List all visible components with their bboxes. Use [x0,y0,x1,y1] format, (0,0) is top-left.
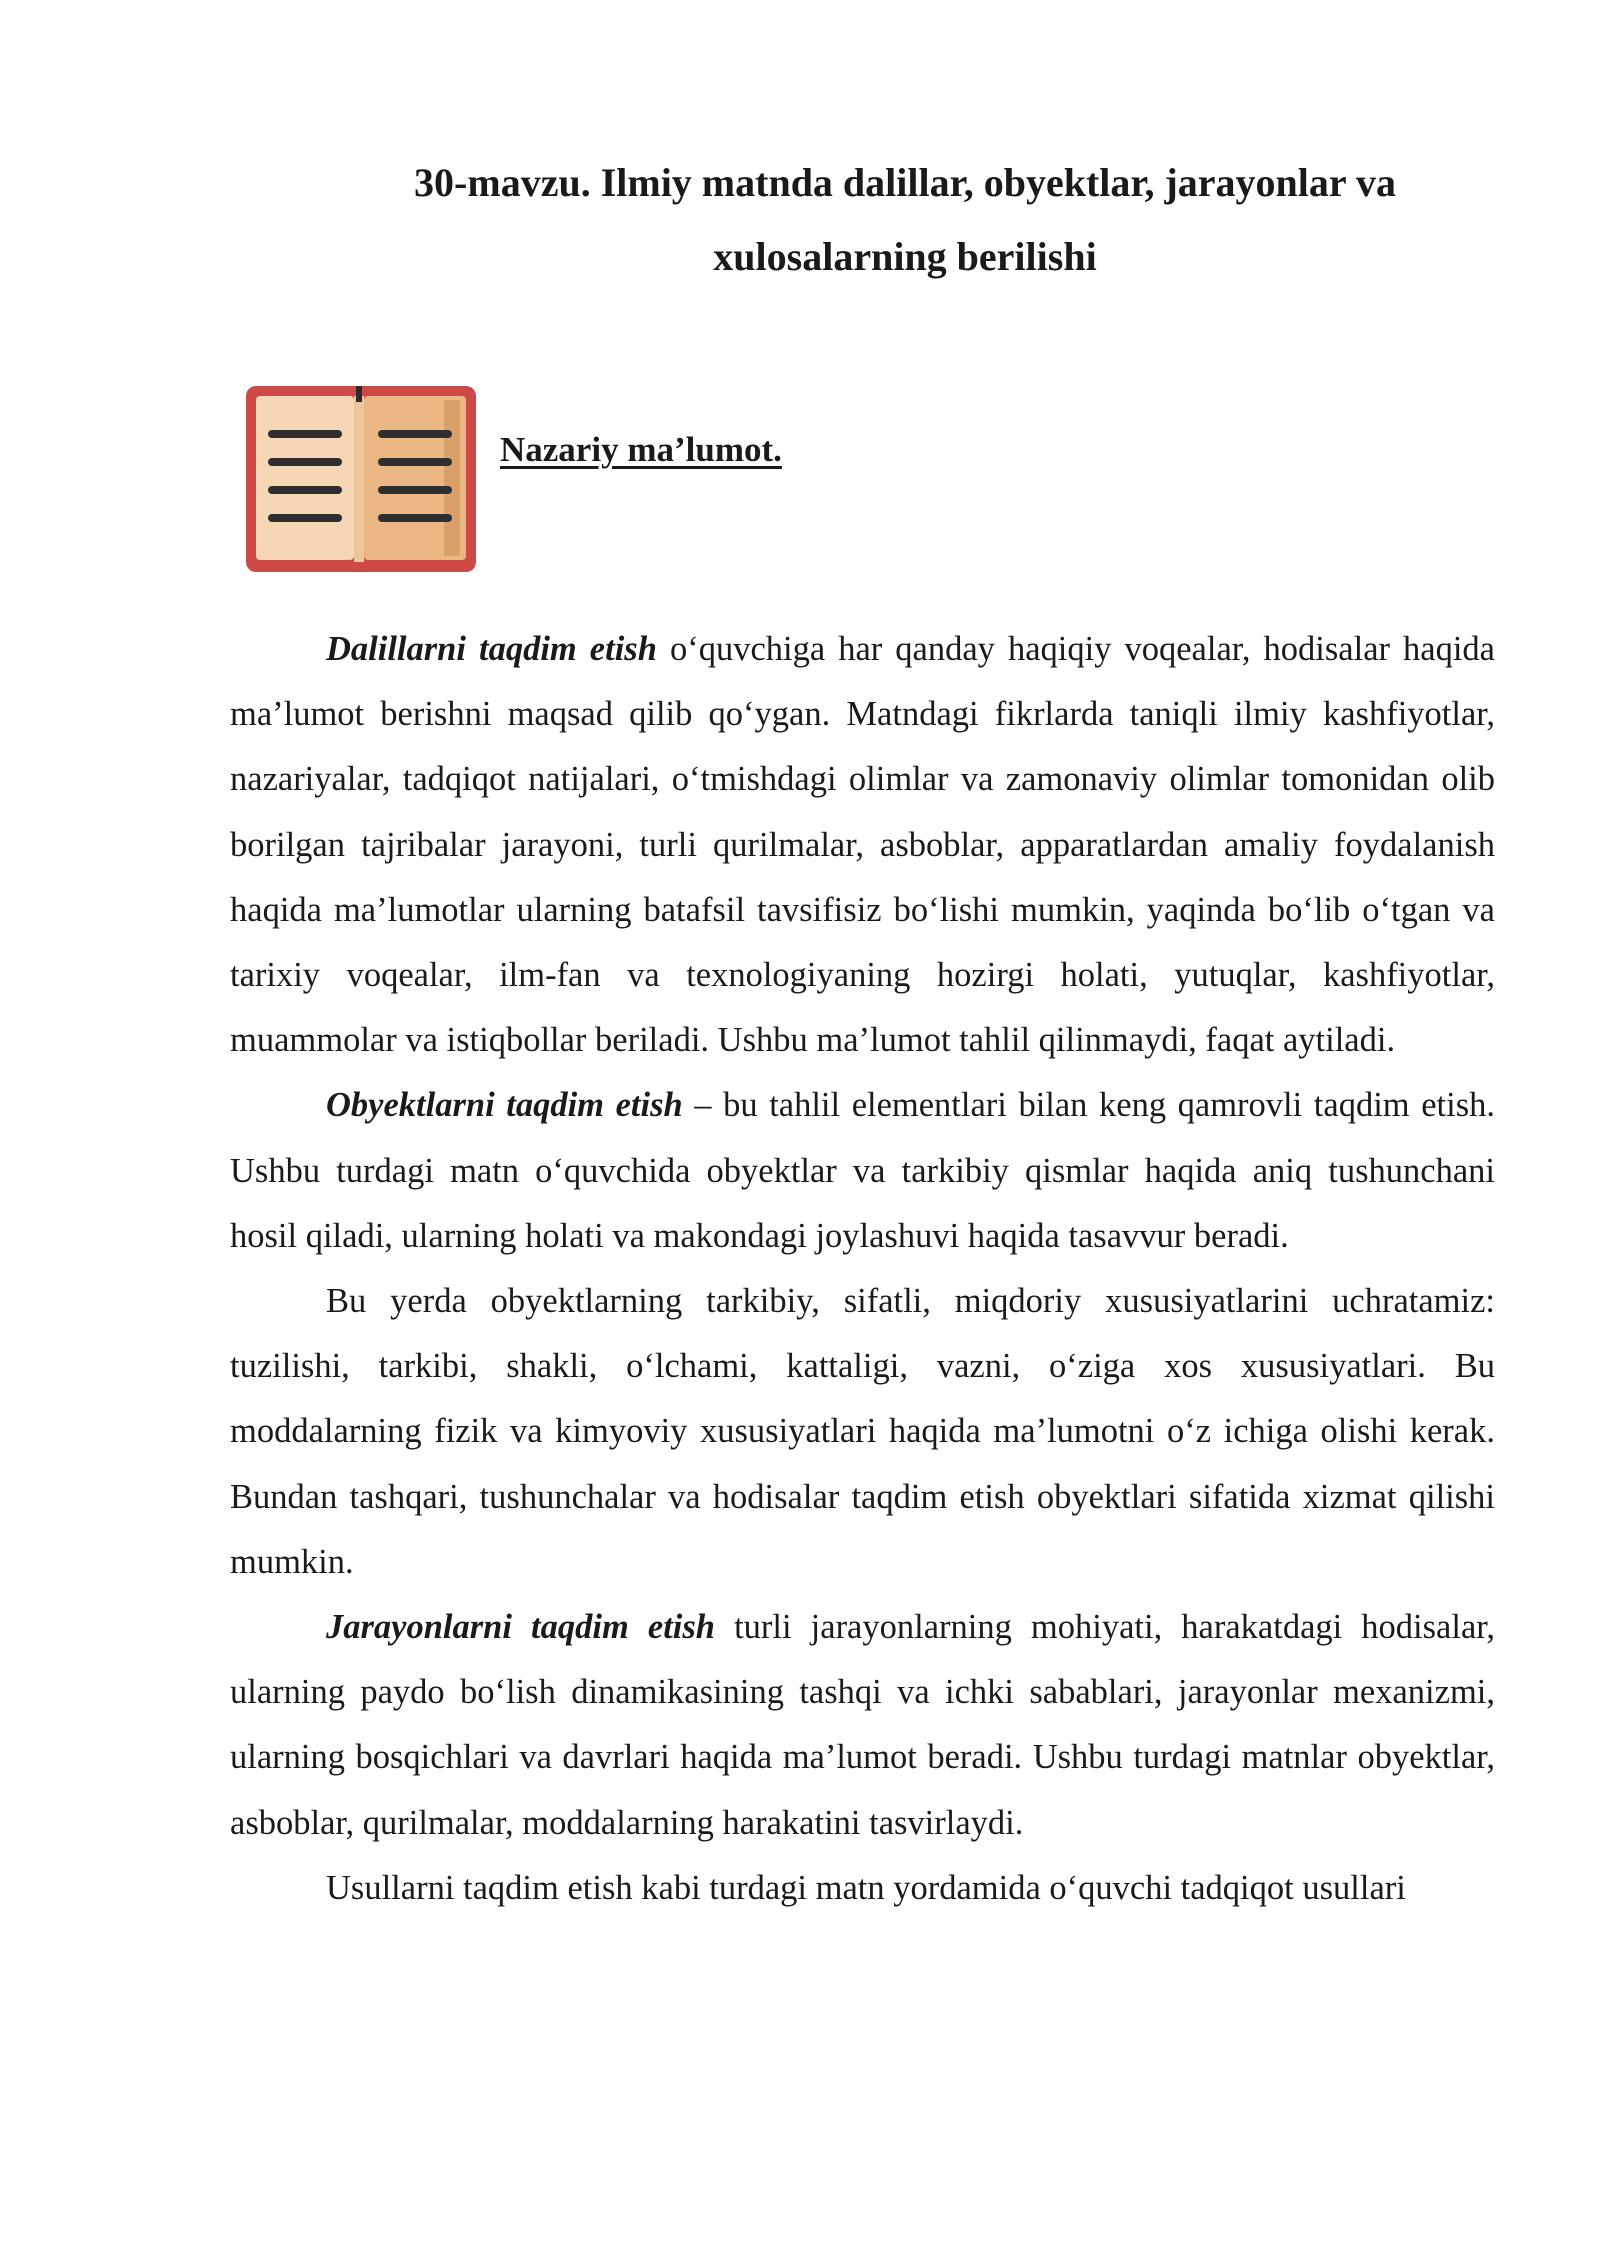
paragraph-methods [230,1856,1495,1921]
paragraph-processes-text: turli jarayonlarning mohiyati, harakatdagi hodisalar, ularning paydo bo‘lish dinamikasining tashqi va ichki sabablari, jarayonlar mexanizmi, ularning bosqichlari va davrlari haqida ma’lumot beradi. Ushbu turdagi matnlar obyektlar, asboblar, qurilmalar, moddalarning harakatini tasvirlaydi. [230,1608,1496,1842]
page-title [340,146,1470,294]
page-title-line-1: 30-mavzu. Ilmiy matnda dalillar, obyektlar, jarayonlar va [414,160,1396,205]
term-processes: Jarayonlarni taqdim etish [326,1608,715,1647]
page-title-line-2: xulosalarning berilishi [713,234,1097,279]
document-body [230,617,1495,1921]
paragraph-objects-text: – bu tahlil elementlari bilan keng qamrovli taqdim etish. Ushbu turdagi matn o‘quvchida obyektlar va tarkibiy qismlar haqida aniq tushunchani hosil qiladi, ularning holati va makondagi joylashuvi haqida tasavvur beradi. [230,1086,1495,1255]
paragraph-processes [230,1595,1495,1856]
paragraph-facts [230,617,1495,1073]
paragraph-object-properties-text: Bu yerda obyektlarning tarkibiy, sifatli, miqdoriy xususiyatlarini uchratamiz: tuzilishi, tarkibi, shakli, o‘lchami, kattaligi, vazni, o‘ziga xos xususiyatlari. Bu moddalarning fizik va kimyoviy xususiyatlari haqida ma’lumotni o‘z ichiga olishi kerak. Bundan tashqari, tushunchalar va hodisalar taqdim etish obyektlari sifatida xizmat qilishi mumkin. [230,1282,1495,1581]
paragraph-objects [230,1073,1495,1269]
term-objects: Obyektlarni taqdim etish [326,1086,683,1125]
term-facts: Dalillarni taqdim etish [326,630,657,668]
paragraph-facts-text: o‘quvchiga har qanday haqiqiy voqealar, hodisalar haqida ma’lumot berishni maqsad qilib qo‘ygan. Matndagi fikrlarda taniqli ilmiy kashfiyotlar, nazariyalar, tadqiqot natijalari, o‘tmishdagi olimlar va zamonaviy olimlar tomonidan olib borilgan tajribalar jarayoni, turli qurilmalar, asboblar, apparatlardan amaliy foydalanish haqida ma’lumotlar ularning batafsil tavsifisiz bo‘lishi mumkin, yaqinda bo‘lib o‘tgan va tarixiy voqealar, ilm-fan va texnologiyaning hozirgi holati, yutuqlar, kashfiyotlar, muammolar va istiqbollar beriladi. Ushbu ma’lumot tahlil qilinmaydi, faqat aytiladi. [230,630,1495,1060]
open-book-icon [246,386,476,572]
paragraph-object-properties [230,1269,1495,1595]
section-heading: Nazariy ma’lumot. [500,430,782,469]
paragraph-methods-text: Usullarni taqdim etish kabi turdagi matn yordamida o‘quvchi tadqiqot usullari [326,1868,1406,1907]
